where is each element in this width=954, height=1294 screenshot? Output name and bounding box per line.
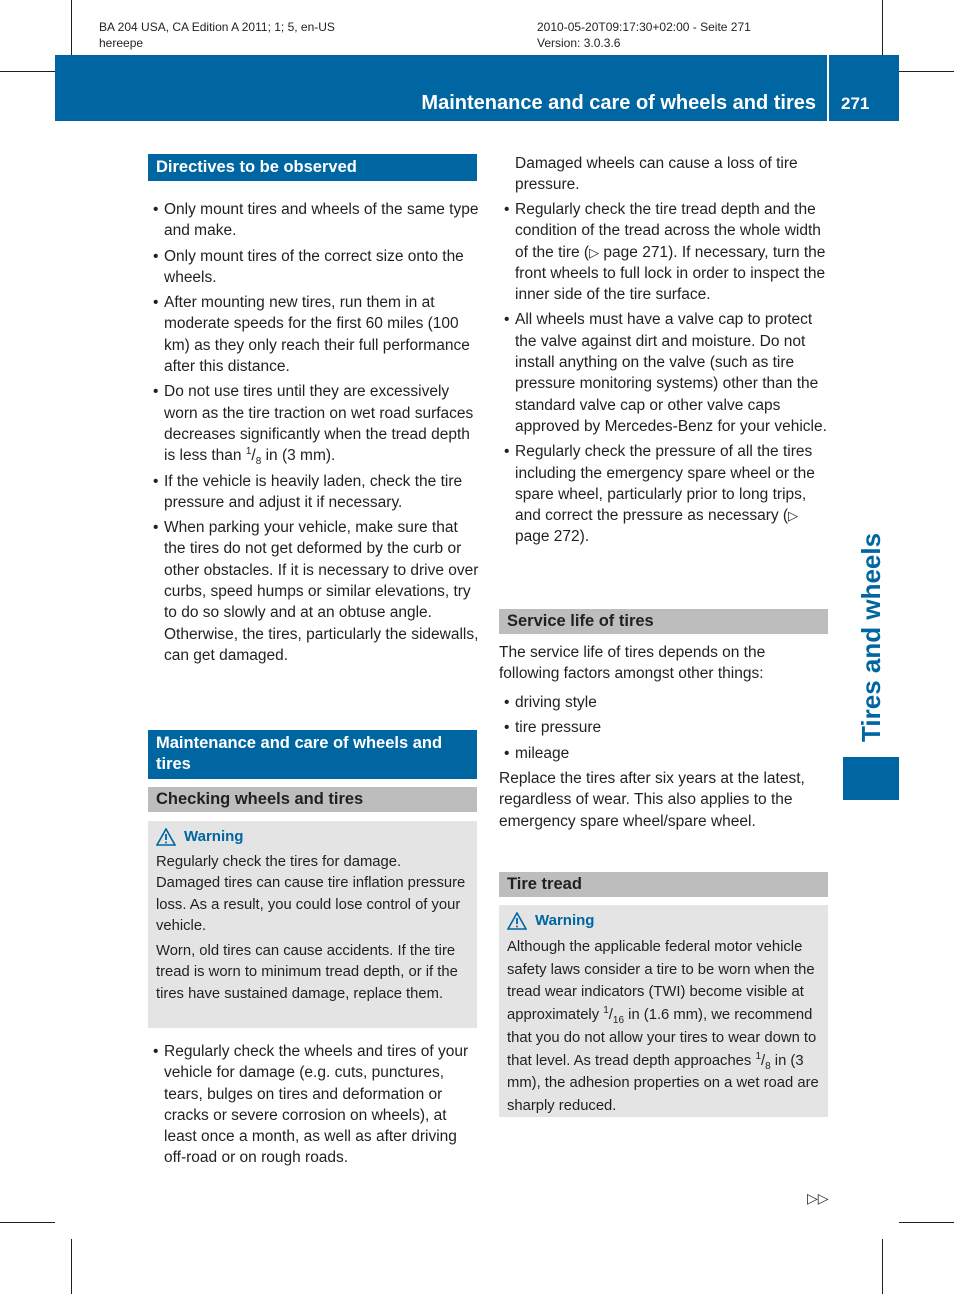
header-divider [827, 55, 829, 121]
warning-title-text: Warning [184, 828, 244, 845]
list-item-text: tire pressure [515, 719, 602, 737]
continued-paragraph: Damaged wheels can cause a loss of tire pressure. [515, 155, 798, 194]
continued-arrow-icon: ▷▷ [807, 1190, 829, 1206]
warning-text: Regularly check the tires for damage. Damaged tires can cause tire inflation pressure loss. As a result, you could lose control of your vehicle. [156, 854, 466, 934]
warning-triangle-icon [507, 912, 527, 930]
warning-triangle-icon [156, 828, 176, 846]
list-item: • After mounting new tires, run them in at moderate speeds for the first 60 miles (100 km) as they only reach their full performance after this distance. [153, 294, 470, 376]
list-item-text: After mounting new tires, run them in at moderate speeds for the first 60 miles (100 km) as they only reach their full performance after this distance. [164, 294, 470, 376]
warning-box [148, 821, 477, 1028]
print-meta-line: BA 204 USA, CA Edition A 2011; 1; 5, en-US [99, 20, 335, 34]
warning-text-part: in (3 mm), the adhesion properties on a wet road are sharply reduced. [507, 1052, 819, 1114]
list-item: • All wheels must have a valve cap to protect the valve against dirt and moisture. Do not install anything on the valve (such as tire pressure monitoring systems) other than the standard valve cap or other valve caps approved by Mercedes-Benz for your vehicle. [504, 311, 827, 435]
crop-mark [71, 0, 72, 55]
list-item: • Only mount tires and wheels of the same type and make. [153, 201, 479, 240]
list-item: • Regularly check the tire tread depth and the condition of the tread across the whole width of the tire (▷ page 271). If necessary, turn the front wheels to full lock in order to inspect the inner side of the tire surface. [504, 201, 826, 304]
list-item-text: Regularly check the wheels and tires of your vehicle for damage (e.g. cuts, punctures, tears, bulges on tires and deformation or cracks or severe corrosion on wheels), at least once a month, as well as after driving off-road or on rough roads. [164, 1043, 469, 1167]
list-item: • Regularly check the pressure of all the tires including the emergency spare wheel or the spare wheel, particularly prior to long trips, and correct the pressure as necessary (▷ page 272). [504, 443, 815, 546]
print-meta-left [99, 19, 335, 51]
list-item-text: Only mount tires of the correct size onto the wheels. [164, 247, 464, 286]
warning-box [499, 905, 828, 1117]
print-meta-right [537, 19, 751, 51]
warning-title [156, 827, 469, 847]
tire-check-list [499, 199, 830, 552]
list-item: • tire pressure [504, 719, 602, 737]
crop-mark [0, 71, 55, 72]
list-item-text: Do not use tires until they are excessively worn as the tire traction on wet road surfaces decreases significantly when the tread depth is less than [164, 383, 474, 465]
crop-mark [899, 71, 954, 72]
chapter-tab-label: Tires and wheels [856, 532, 886, 742]
list-item-text: ). [579, 528, 590, 546]
warning-text-part: Although the applicable federal motor vehicle safety laws consider a tire to be worn when the tread wear indicators (TWI) become visible at approximately [507, 939, 815, 1024]
page-title: Maintenance and care of wheels and tires [421, 92, 816, 114]
subsection-heading-checking: Checking wheels and tires [148, 787, 477, 812]
crop-mark [71, 1239, 72, 1294]
list-item-text: Only mount tires and wheels of the same type and make. [164, 201, 479, 240]
list-item: • If the vehicle is heavily laden, check the tire pressure and adjust it if necessary. [153, 472, 463, 511]
chapter-tab [843, 757, 899, 800]
list-item-text: in (3 mm). [261, 447, 336, 465]
warning-text: Worn, old tires can cause accidents. If the tire tread is worn to minimum tread depth, or if the tires have sustained damage, replace them. [156, 943, 458, 1002]
fraction-denominator: 8 [765, 1060, 771, 1072]
directives-list [148, 199, 480, 670]
list-item-text: Regularly check the tire tread depth and the condition of the tread across the whole width of the tire ( [515, 201, 821, 261]
print-meta-line: hereepe [99, 36, 144, 50]
crop-mark [882, 0, 883, 55]
list-item-text: mileage [515, 744, 570, 762]
page-reference[interactable]: page 272 [515, 528, 580, 546]
subsection-heading-service-life: Service life of tires [499, 609, 828, 634]
list-item: • driving style [504, 694, 597, 711]
subsection-heading-tire-tread: Tire tread [499, 872, 828, 897]
list-item-text: When parking your vehicle, make sure that the tires do not get deformed by the curb or other obstacles. If it is necessary to drive over curbs, speed humps or similar elevations, try to do so slowly and at an obtuse angle. Otherwise, the tires, particularly the sidewalls, can get damaged. [164, 519, 479, 664]
checking-list [148, 1041, 480, 1173]
page-ref-arrow-icon: ▷ [589, 244, 600, 260]
list-item-text: Regularly check the pressure of all the tires including the emergency spare wheel or the spare wheel, particularly prior to long trips, and correct the pressure as necessary ( [515, 443, 815, 525]
fraction-numerator: 1 [603, 1005, 609, 1017]
service-factors-list [499, 692, 829, 768]
list-item-text: ). If necessary, turn the front wheels to full lock in order to inspect the inner side of the tire surface. [515, 243, 826, 304]
fraction-numerator: 1 [245, 446, 252, 458]
warning-text: Although the applicable federal motor vehicle safety laws consider a tire to be worn when the tread wear indicators (TWI) become visible at approximately $^1/_{16}$ in (1.6 mm), we recommend that you do not allow your tires to wear down to that level. As tread depth approaches $^1/_8$ in (3 mm), the adhesion properties on a wet road are sharply reduced. [507, 939, 819, 1114]
fraction-numerator: 1 [755, 1050, 761, 1062]
page-reference[interactable]: page 271 [603, 243, 669, 261]
print-meta-line: Version: 3.0.3.6 [537, 36, 621, 50]
section-heading-maintenance: Maintenance and care of wheels and tires [148, 730, 477, 779]
list-item-text: driving style [515, 694, 597, 711]
service-intro: The service life of tires depends on the following factors amongst other things: [499, 644, 766, 683]
list-item: • Only mount tires of the correct size onto the wheels. [153, 247, 464, 286]
page-number: 271 [841, 94, 870, 113]
crop-mark [882, 1239, 883, 1294]
page-ref-arrow-icon: ▷ [788, 508, 799, 524]
page-header [55, 55, 899, 121]
section-heading-directives: Directives to be observed [148, 154, 477, 181]
list-item: • mileage [504, 744, 570, 762]
warning-title [507, 911, 820, 931]
crop-mark [0, 1222, 55, 1223]
warning-text-part: in (1.6 mm), we recommend that you do not allow your tires to wear down to that level. As tread depth approaches [507, 1007, 817, 1069]
crop-mark [899, 1222, 954, 1223]
service-outro: Replace the tires after six years at the latest, regardless of wear. This also applies to the emergency spare wheel/spare wheel. [499, 770, 805, 830]
list-item: • Regularly check the wheels and tires of your vehicle for damage (e.g. cuts, punctures, tears, bulges on tires and deformation or cracks or severe corrosion on wheels), at least once a month, as well as after driving off-road or on rough roads. [153, 1043, 469, 1167]
list-item: • When parking your vehicle, make sure that the tires do not get deformed by the curb or other obstacles. If it is necessary to drive over curbs, speed humps or similar elevations, try to do so slowly and at an obtuse angle. Otherwise, the tires, particularly the sidewalls, can get damaged. [153, 519, 479, 664]
warning-title-text: Warning [535, 912, 595, 929]
fraction-denominator: 8 [255, 456, 262, 468]
list-item-text: All wheels must have a valve cap to protect the valve against dirt and moisture. Do not install anything on the valve (such as tire pressure monitoring systems) other than the standard valve cap or other valve caps approved by Mercedes-Benz for your vehicle. [515, 311, 827, 435]
print-meta-line: 2010-05-20T09:17:30+02:00 - Seite 271 [537, 20, 751, 34]
list-item-text: If the vehicle is heavily laden, check the tire pressure and adjust it if necessary. [164, 472, 463, 511]
list-item: • Do not use tires until they are excessively worn as the tire traction on wet road surfaces decreases significantly when the tread depth is less than $^1/_8$ in (3 mm). [153, 383, 474, 468]
fraction-denominator: 16 [612, 1015, 625, 1027]
